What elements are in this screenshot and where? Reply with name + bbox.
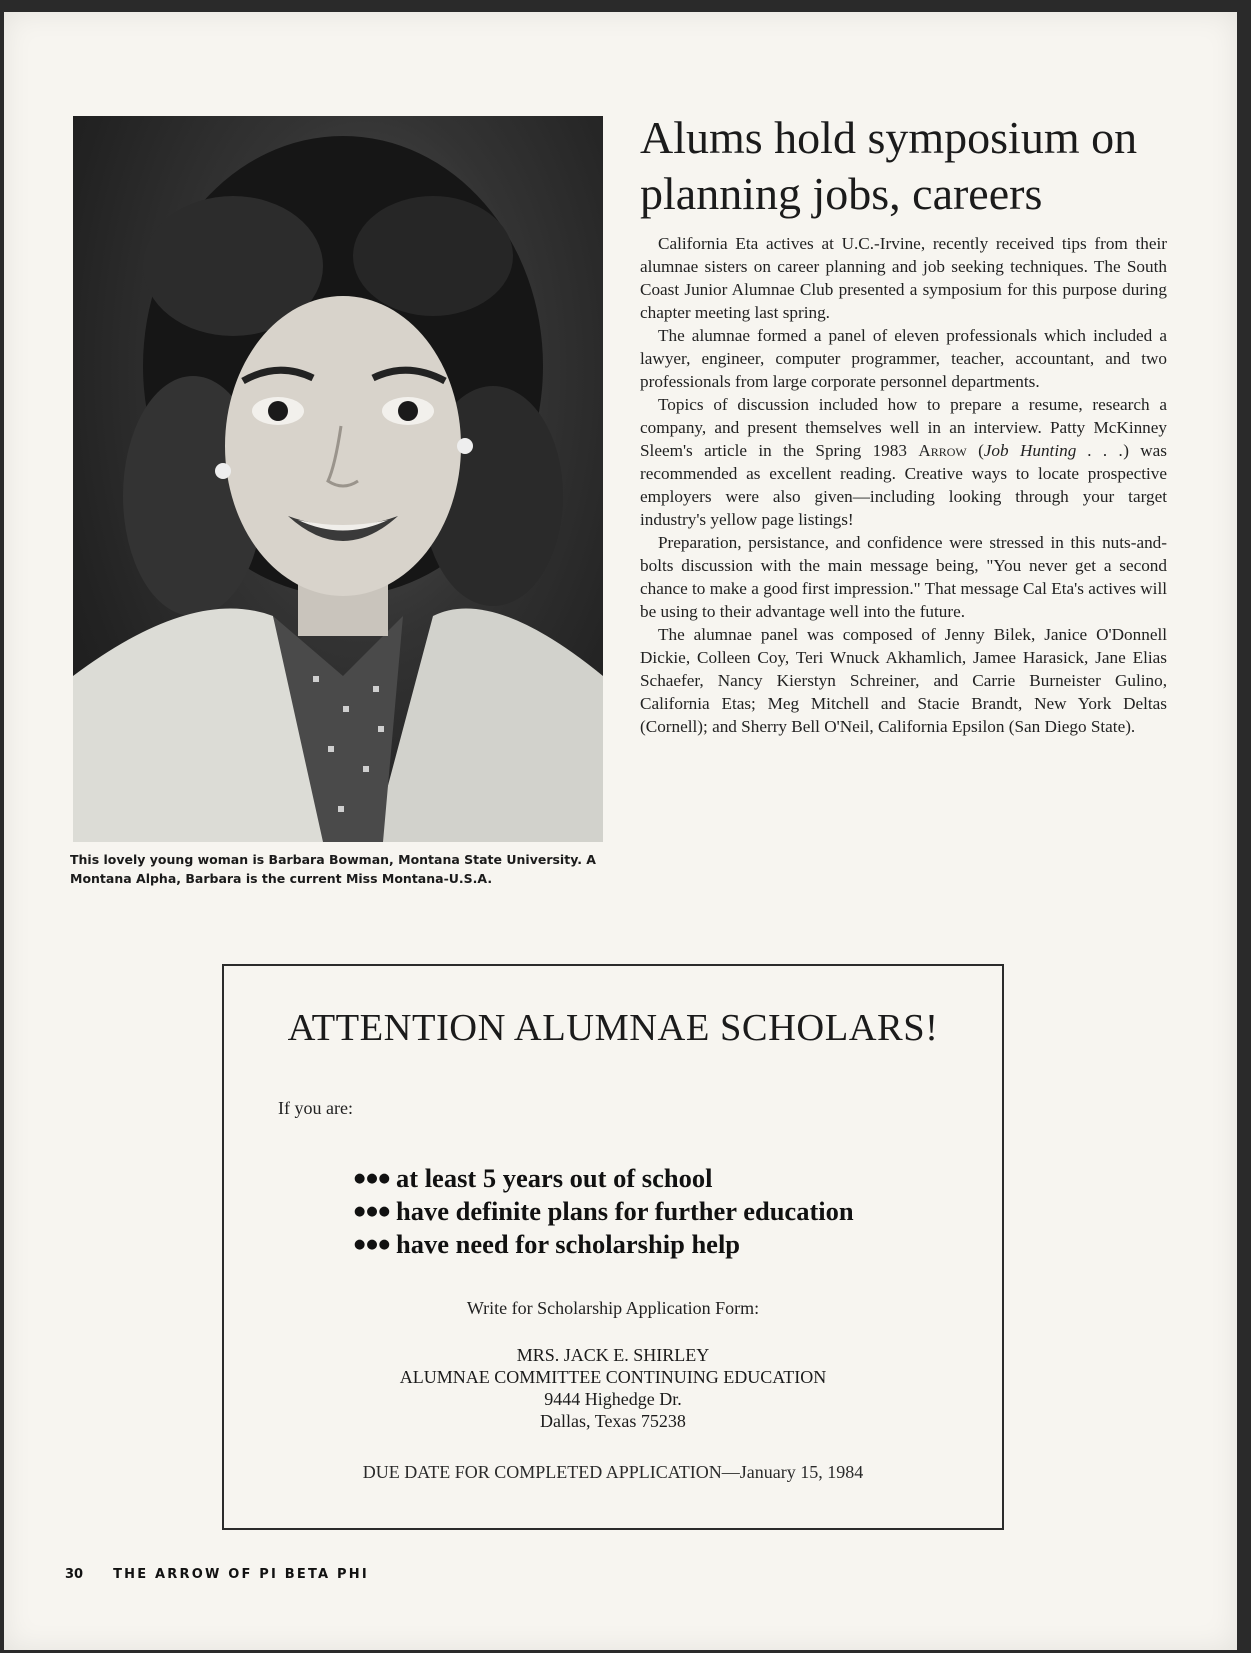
notice-bullet-list <box>354 1162 854 1261</box>
list-item <box>354 1228 854 1261</box>
article-paragraph: The alumnae panel was composed of Jenny Bilek, Janice O'Donnell Dickie, Colleen Coy, Teri Wnuck Akhamlich, Jamee Harasick, Jane Elias Schaefer, Nancy Kierstyn Schreiner, and Carrie Burneister Gulino, California Etas; Meg Mitchell and Stacie Brandt, New York Deltas (Cornell); and Sherry Bell O'Neil, California Epsilon (San Diego State). <box>640 625 1167 736</box>
article-text: Topics of discussion included how to prepare a resume, research a company, and present themselves well in an interview. Patty McKinney Sleem's article in the Spring 1983 <box>640 395 1167 460</box>
portrait-illustration <box>73 116 603 842</box>
bullet-dots-icon: ●●● <box>354 1171 392 1186</box>
article-paragraph: Preparation, persistance, and confidence were stressed in this nuts-and-bolts discussion with the main message being, "You never get a second chance to make a good first impression." That message Cal Eta's actives will be using to their advantage well into the future. <box>640 533 1167 621</box>
photo-caption: This lovely young woman is Barbara Bowman, Montana State University. A Montana Alpha, Barbara is the current Miss Montana-U.S.A. <box>70 852 596 886</box>
article-body <box>640 232 1167 738</box>
mailing-address <box>224 1344 1002 1432</box>
due-date: DUE DATE FOR COMPLETED APPLICATION—January 15, 1984 <box>362 1462 864 1482</box>
page-number: 30 <box>65 1567 84 1582</box>
bullet-text: at least 5 years out of school <box>396 1163 713 1193</box>
address-line: Dallas, Texas 75238 <box>540 1411 686 1431</box>
notice-title: ATTENTION ALUMNAE SCHOLARS! <box>287 1007 939 1049</box>
article-citation: Job Hunting . . . <box>983 441 1124 460</box>
bullet-dots-icon: ●●● <box>354 1237 392 1252</box>
bullet-text: have need for scholarship help <box>396 1229 741 1259</box>
address-line: ALUMNAE COMMITTEE CONTINUING EDUCATION <box>399 1367 827 1387</box>
article-text: ) was recommended as excellent reading. Creative ways to locate prospective employers were also given—including looking through your target industry's yellow page listings! <box>640 441 1167 529</box>
publication-name: THE ARROW OF PI BETA PHI <box>113 1567 369 1582</box>
list-item <box>354 1162 854 1195</box>
article-paragraph <box>640 393 1167 531</box>
page-footer <box>65 1567 369 1582</box>
article-paragraph: The alumnae formed a panel of eleven professionals which included a lawyer, engineer, computer programmer, teacher, accountant, and two professionals from large corporate personnel departments. <box>640 326 1167 391</box>
bullet-text: have definite plans for further education <box>396 1196 854 1226</box>
bullet-dots-icon: ●●● <box>354 1204 392 1219</box>
notice-intro: If you are: <box>278 1098 353 1118</box>
article-headline: Alums hold symposium on planning jobs, careers <box>640 112 1138 219</box>
notice-write-instruction: Write for Scholarship Application Form: <box>466 1298 760 1318</box>
paren-open: ( <box>966 441 984 460</box>
portrait-photo <box>73 116 603 842</box>
scholarship-notice <box>222 964 1004 1530</box>
list-item <box>354 1195 854 1228</box>
address-line: MRS. JACK E. SHIRLEY <box>516 1345 710 1365</box>
magazine-page <box>4 12 1237 1650</box>
article-paragraph: California Eta actives at U.C.-Irvine, recently received tips from their alumnae sisters on career planning and job seeking techniques. The South Coast Junior Alumnae Club presented a symposium for this purpose during chapter meeting last spring. <box>640 234 1167 322</box>
address-line: 9444 Highedge Dr. <box>544 1389 682 1409</box>
arrow-title: Arrow <box>918 441 967 460</box>
